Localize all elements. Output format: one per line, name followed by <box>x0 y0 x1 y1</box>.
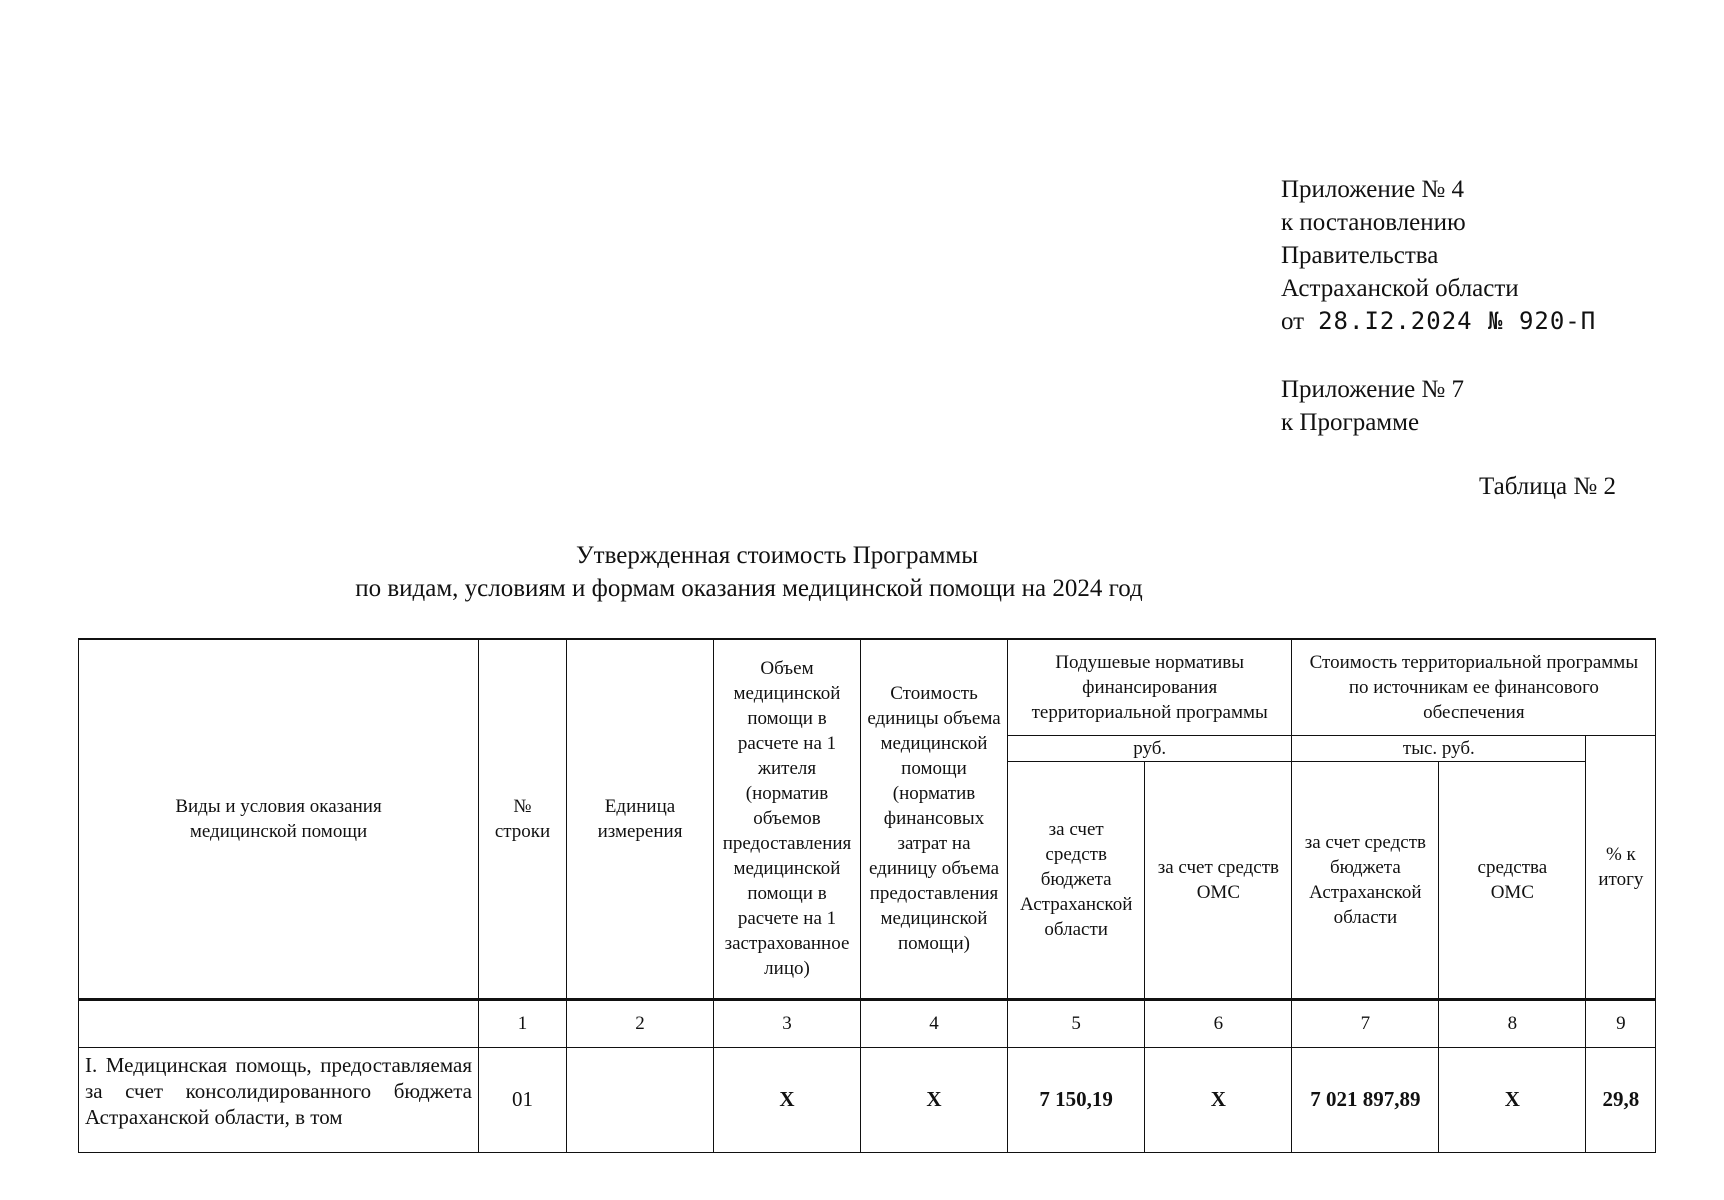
header-row-no: № строки <box>479 639 567 999</box>
annex-line: к постановлению <box>1281 209 1466 236</box>
column-number: 9 <box>1586 999 1656 1047</box>
row-unit <box>567 1047 714 1152</box>
annex-line: Приложение № 4 <box>1281 176 1465 203</box>
date-prefix: от <box>1281 308 1305 335</box>
column-number: 6 <box>1145 999 1292 1047</box>
row-per-capita-budget: 7 150,19 <box>1008 1047 1145 1152</box>
header-kinds: Виды и условия оказания медицинской помощи <box>79 639 479 999</box>
row-cost-unit: X <box>861 1047 1008 1152</box>
header-oms-funds-2: средства ОМС <box>1439 761 1586 999</box>
document-subtitle: по видам, условиям и формам оказания медицинской помощи на 2024 год <box>355 575 1143 602</box>
row-number: 01 <box>479 1047 567 1152</box>
row-cost-budget: 7 021 897,89 <box>1292 1047 1439 1152</box>
header-cost-program-group: Стоимость территориальной программы по источникам ее финансового обеспечения <box>1292 639 1656 735</box>
row-percent: 29,8 <box>1586 1047 1656 1152</box>
column-number: 5 <box>1008 999 1145 1047</box>
header-budget-region: за счет средств бюджета Астраханской области <box>1008 761 1145 999</box>
annex-line: Приложение № 7 <box>1281 376 1465 403</box>
annex-header <box>1281 173 1596 338</box>
annex-line: Астраханской области <box>1281 275 1519 302</box>
annex-program <box>1281 373 1464 439</box>
row-cost-oms: X <box>1439 1047 1586 1152</box>
row-description: I. Медицинская помощь, предоставляемая за счет консолидированного бюджета Астраханской области, в том <box>79 1047 479 1152</box>
header-cost-program-unit: тыс. руб. <box>1292 735 1586 761</box>
table-row <box>79 1047 1656 1152</box>
header-percent: % к итогу <box>1586 735 1656 999</box>
row-volume: X <box>714 1047 861 1152</box>
header-per-capita-group: Подушевые нормативы финансирования территориальной программы <box>1008 639 1292 735</box>
column-number: 4 <box>861 999 1008 1047</box>
decree-date-number: 28.I2.2024 № 920-П <box>1318 307 1597 335</box>
header-cost-unit: Стоимость единицы объема медицинской помощи (норматив финансовых затрат на единицу объема предоставления медицинской помощи) <box>861 639 1008 999</box>
column-number: 1 <box>479 999 567 1047</box>
header-volume: Объем медицинской помощи в расчете на 1 жителя (норматив объемов предоставления медицинской помощи в расчете на 1 застрахованное лицо) <box>714 639 861 999</box>
annex-line: к Программе <box>1281 409 1420 436</box>
header-budget-region-2: за счет средств бюджета Астраханской области <box>1292 761 1439 999</box>
cost-table <box>78 638 1656 1153</box>
column-number: 3 <box>714 999 861 1047</box>
header-per-capita-unit: руб. <box>1008 735 1292 761</box>
annex-line: Правительства <box>1281 242 1439 269</box>
column-number-row <box>79 999 1656 1047</box>
column-number: 8 <box>1439 999 1586 1047</box>
header-unit: Единица измерения <box>567 639 714 999</box>
header-oms-funds: за счет средств ОМС <box>1145 761 1292 999</box>
column-number: 7 <box>1292 999 1439 1047</box>
document-title: Утвержденная стоимость Программы <box>575 542 979 569</box>
table-label: Таблица № 2 <box>1478 473 1616 500</box>
row-per-capita-oms: X <box>1145 1047 1292 1152</box>
column-number <box>79 999 479 1047</box>
column-number: 2 <box>567 999 714 1047</box>
annex-date-line <box>1281 305 1596 338</box>
